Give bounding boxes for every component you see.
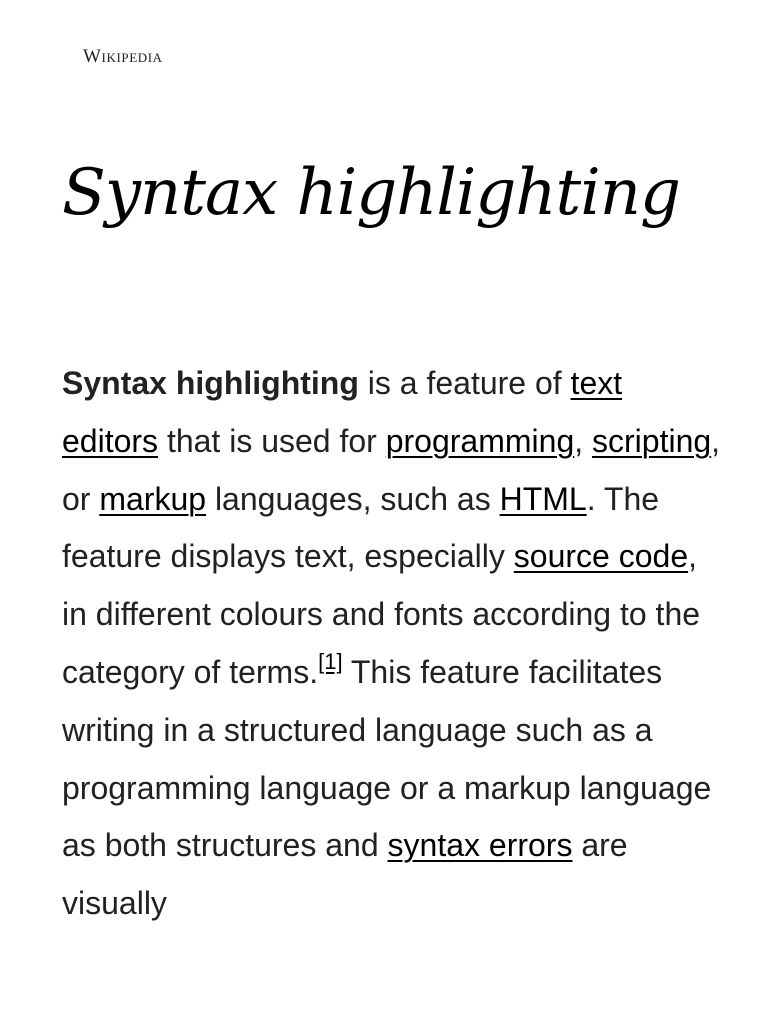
text-segment: languages, such as <box>206 480 500 517</box>
page-title: Syntax highlighting <box>62 156 680 230</box>
bold-term: Syntax highlighting <box>62 365 359 401</box>
link-syntax-errors[interactable]: syntax errors <box>387 827 573 864</box>
text-segment: This feature facilitates writing in a structured language such as a programming language or a markup language as both structures and <box>62 653 712 864</box>
text-segment: that is used for <box>158 422 386 459</box>
link-source-code[interactable]: source code <box>513 538 689 575</box>
link-html[interactable]: HTML <box>499 480 587 517</box>
site-header <box>83 42 163 72</box>
wikipedia-wordmark[interactable]: Wikipedia <box>83 46 163 67</box>
text-segment: are visually <box>62 827 628 922</box>
text-segment: , <box>574 422 593 459</box>
link-programming[interactable]: programming <box>385 422 575 459</box>
link-scripting[interactable]: scripting <box>592 422 712 459</box>
text-segment: , in different colours and fonts according to the category of terms. <box>62 538 701 690</box>
reference-link-1[interactable]: [1] <box>318 648 343 674</box>
link-text-editors[interactable]: text editors <box>62 365 623 459</box>
article-paragraph <box>62 355 722 933</box>
text-segment: . The feature displays text, especially <box>62 480 660 575</box>
text-segment: , or <box>62 422 721 517</box>
reference-superscript <box>318 649 342 674</box>
link-markup[interactable]: markup <box>99 480 207 517</box>
text-segment: is a feature of <box>358 365 571 401</box>
